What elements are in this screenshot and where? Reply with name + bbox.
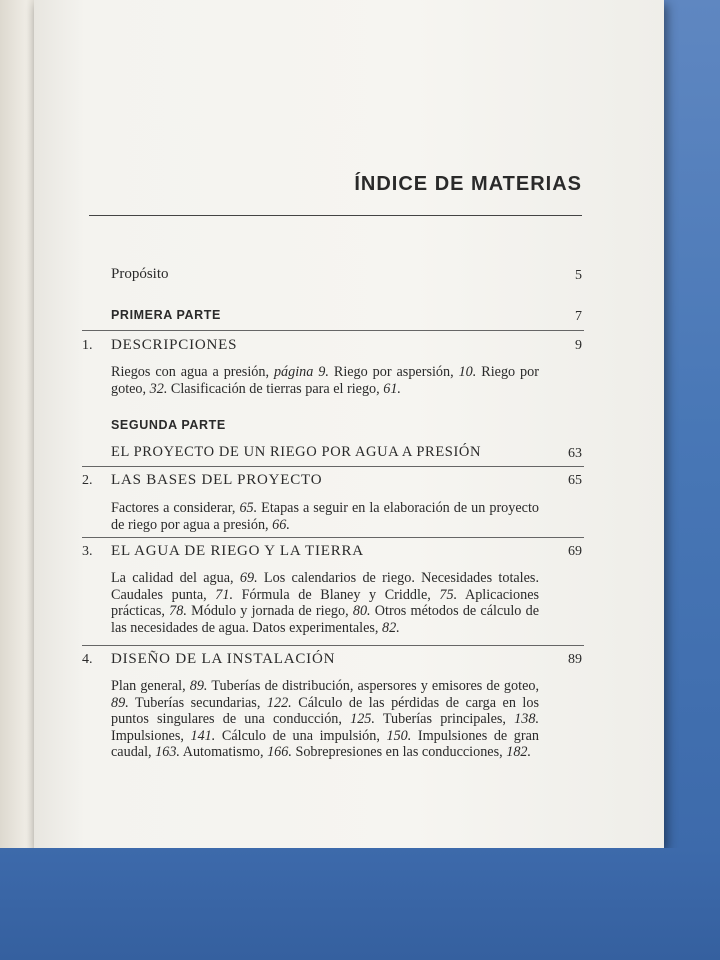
summary-text: Cálculo de una impulsión, xyxy=(215,727,387,744)
page-reference: 141. xyxy=(190,727,216,744)
part-heading-primera: PRIMERA PARTE xyxy=(111,308,221,322)
table-surface xyxy=(0,848,720,960)
chapter-title-bases: LAS BASES DEL PROYECTO xyxy=(111,472,323,488)
page-number: 69 xyxy=(568,544,582,559)
page-title: ÍNDICE DE MATERIAS xyxy=(354,173,582,195)
summary-text: Cálculo de las pérdidas de carga en los puntos singulares de una conducción, xyxy=(111,694,539,727)
summary-text: Módulo y jornada de riego, xyxy=(186,603,353,619)
separator xyxy=(82,330,584,331)
page-number: 63 xyxy=(568,446,582,461)
page-reference: 66. xyxy=(272,516,290,533)
chapter-summary xyxy=(111,364,539,397)
page-reference: 182. xyxy=(506,744,532,760)
page-reference: 125. xyxy=(350,711,375,727)
page-reference: 82. xyxy=(382,619,400,636)
page-reference: 80. xyxy=(352,603,371,619)
summary-text: Impulsiones de gran caudal, xyxy=(111,727,539,760)
part-heading-segunda: SEGUNDA PARTE xyxy=(111,418,226,432)
page-reference: 75. xyxy=(439,586,458,603)
summary-text: Aplicaciones prácticas, xyxy=(111,586,540,619)
summary-text: Impulsiones, xyxy=(111,727,191,744)
chapter-summary xyxy=(111,678,539,761)
chapter-summary xyxy=(111,500,539,533)
separator xyxy=(82,466,584,467)
summary-text: Factores a considerar, xyxy=(111,500,240,516)
page-reference: 61. xyxy=(383,380,401,397)
chapter-number: 2. xyxy=(82,473,93,488)
chapter-title-agua: EL AGUA DE RIEGO Y LA TIERRA xyxy=(111,543,364,559)
chapter-title-diseno: DISEÑO DE LA INSTALACIÓN xyxy=(111,651,336,667)
page-number: 5 xyxy=(575,268,582,283)
summary-text: Los calendarios de riego. Necesidades totales. Caudales punta, xyxy=(111,570,539,603)
chapter-summary xyxy=(111,570,539,636)
page-number: 9 xyxy=(575,338,582,353)
summary-text: Sobrepresiones en las conducciones, xyxy=(291,744,507,760)
page-reference: 163. xyxy=(155,744,180,760)
summary-text: Fórmula de Blaney y Criddle, xyxy=(233,586,440,603)
page-reference: 69. xyxy=(239,570,258,586)
summary-text: Tuberías secundarias, xyxy=(128,694,267,711)
chapter-number: 3. xyxy=(82,544,93,559)
chapter-title-descripciones: DESCRIPCIONES xyxy=(111,337,238,353)
summary-text: Otros métodos de cálculo de las necesidades de agua. Datos experimentales, xyxy=(111,603,539,636)
title-rule xyxy=(89,215,582,216)
page-reference: 78. xyxy=(169,603,187,619)
section-title-proyecto: EL PROYECTO DE UN RIEGO POR AGUA A PRESIÓN xyxy=(111,444,482,460)
summary-text: Clasificación de tierras para el riego, xyxy=(167,380,384,397)
page-number: 65 xyxy=(568,473,582,488)
chapter-number: 1. xyxy=(82,338,93,353)
page-reference: 10. xyxy=(458,364,477,380)
chapter-number: 4. xyxy=(82,652,93,667)
bleed-through-text xyxy=(374,8,594,22)
summary-text: Tuberías de distribución, aspersores y emisores de goteo, xyxy=(207,678,540,694)
separator xyxy=(82,537,584,538)
page-reference: 71. xyxy=(215,586,233,603)
separator xyxy=(82,645,584,646)
page-reference: 166. xyxy=(267,744,292,760)
page-reference: 32. xyxy=(149,380,168,397)
page-reference: 122. xyxy=(266,694,292,711)
summary-text: Plan general, xyxy=(111,678,190,694)
summary-text: Etapas a seguir en la elaboración de un proyecto de riego por agua a presión, xyxy=(111,500,539,533)
page-reference: 89. xyxy=(111,694,129,711)
book-page xyxy=(34,0,664,848)
page-number: 89 xyxy=(568,652,582,667)
page-number: 7 xyxy=(575,309,582,324)
page-reference: 138. xyxy=(514,711,539,727)
toc-entry-proposito: Propósito xyxy=(111,266,169,282)
summary-text: Tuberías principales, xyxy=(374,711,515,727)
page-reference: 89. xyxy=(189,678,208,694)
summary-text: Riegos con agua a presión, xyxy=(111,364,274,380)
summary-text: Riego por goteo, xyxy=(111,364,539,397)
page-reference: 65. xyxy=(239,500,258,516)
summary-text: Automatismo, xyxy=(179,744,268,760)
summary-text: Riego por aspersión, xyxy=(328,364,459,380)
page-reference: 150. xyxy=(386,727,412,744)
summary-text: La calidad del agua, xyxy=(111,570,240,586)
page-reference: página 9. xyxy=(273,364,329,380)
